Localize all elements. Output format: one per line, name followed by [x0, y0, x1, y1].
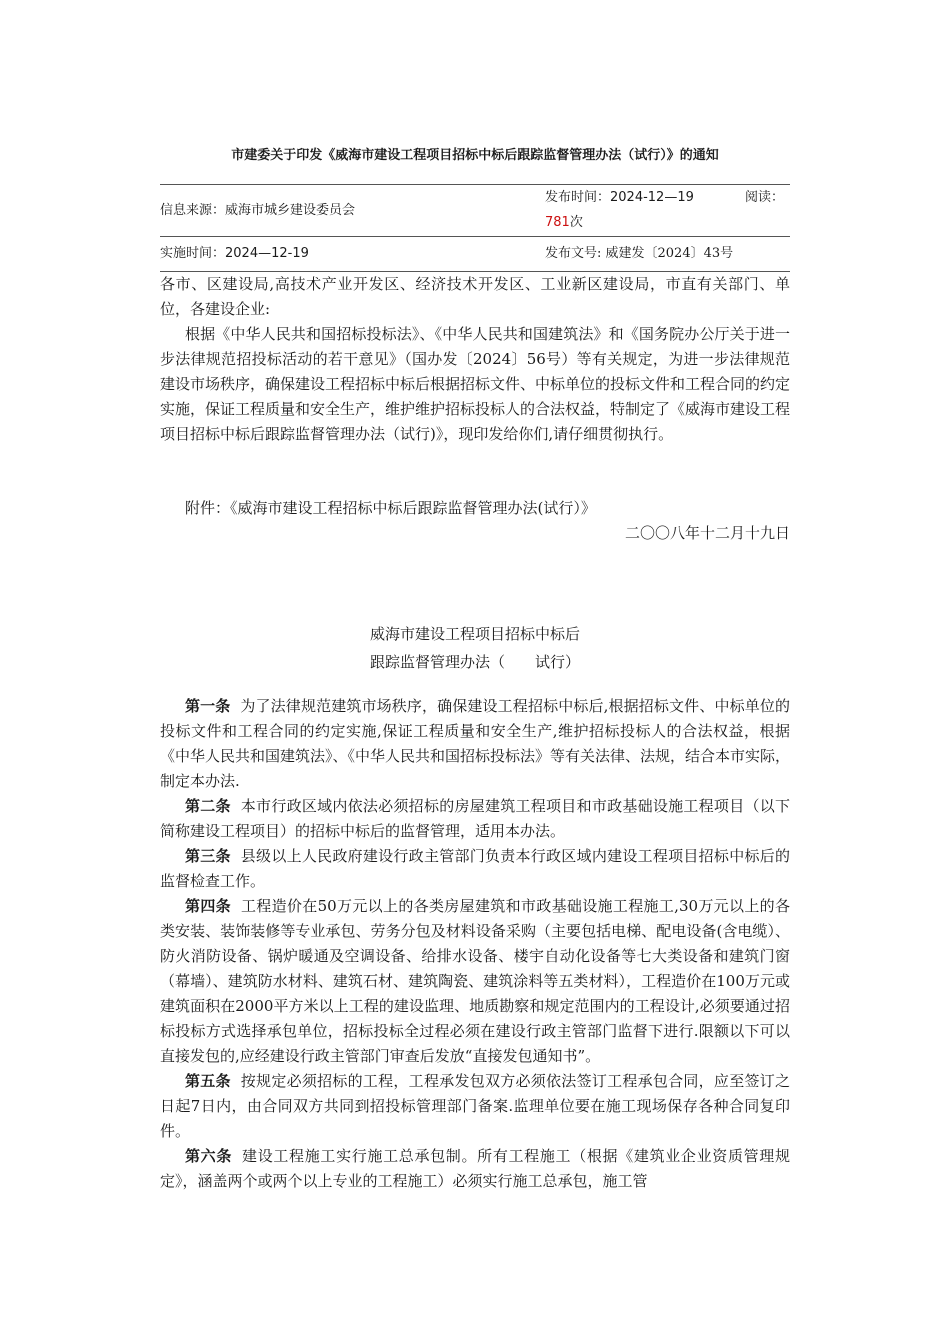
article-text: 县级以上人民政府建设行政主管部门负责本行政区域内建设工程项目招标中标后的监督检查工作。: [160, 847, 790, 890]
article-label: 第五条: [185, 1072, 231, 1090]
notice-paragraph: 根据《中华人民共和国招标投标法》、《中华人民共和国建筑法》和《国务院办公厅关于进一步法律规范招投标活动的若干意见》（国办发〔2024〕56号）等有关规定，为进一步法律规范建设市场秩序，确保建设工程招标中标后根据招标文件、中标单位的投标文件和工程合同的约定实施，保证工程质量和安全生产，维护维护招标投标人的合法权益，特制定了《威海市建设工程项目招标中标后跟踪监督管理办法（试行)》，现印发给你们,请仔细贯彻执行。: [160, 325, 791, 443]
info-source: [160, 198, 355, 223]
regulation-title: [160, 620, 790, 676]
read-count: 781: [545, 215, 570, 230]
article-text: 建设工程施工实行施工总承包制。所有工程施工（根据《建筑业企业资质管理规定》，涵盖两个或两个以上专业的工程施工）必须实行施工总承包，施工管: [160, 1147, 790, 1190]
info-row-2: [160, 236, 790, 272]
attachment-block: [160, 496, 790, 546]
article-6: [160, 1144, 790, 1194]
publish-label: 发布时间：: [545, 190, 611, 205]
read-label: 阅读：: [745, 190, 785, 205]
article-text: 工程造价在50万元以上的各类房屋建筑和市政基础设施工程施工,30万元以上的各类安装、装饰装修等专业承包、劳务分包及材料设备采购（主要包括电梯、配电设备(含电缆）、防火消防设备、锅炉暖通及空调设备、给排水设备、楼宇自动化设备等七大类设备和建筑门窗（幕墙）、建筑防水材料、建筑石材、建筑陶瓷、建筑涂料等五类材料），工程造价在100万元或建筑面积在2000平方米以上工程的建设监理、地质勘察和规定范围内的工程设计,必须要通过招标投标方式选择承包单位，招标投标全过程必须在建设行政主管部门监督下进行.限额以下可以直接发包的,应经建设行政主管部门审查后发放“直接发包通知书”。: [160, 897, 790, 1065]
info-table: [160, 184, 790, 272]
article-label: 第六条: [185, 1147, 233, 1165]
article-4: [160, 894, 790, 1069]
effective-value: 2024—12-19: [225, 246, 309, 261]
notice-body: [160, 272, 790, 447]
article-label: 第一条: [185, 697, 231, 715]
notice-date: 二〇〇八年十二月十九日: [624, 524, 790, 542]
regulation-title-line2: 跟踪监督管理办法（ 试行）: [369, 653, 580, 671]
info-publish-time: [545, 185, 694, 210]
article-text: 为了法律规范建筑市场秩序，确保建设工程招标中标后,根据招标文件、中标单位的投标文件和工程合同的约定实施,保证工程质量和安全生产,维护招标投标人的合法权益，根据《中华人民共和国建筑法》、《中华人民共和国招标投标法》等有关法律、法规，结合本市实际，制定本办法.: [160, 697, 791, 790]
article-label: 第四条: [185, 897, 231, 915]
article-5: [160, 1069, 790, 1144]
attachment-line: 附件：《威海市建设工程招标中标后跟踪监督管理办法(试行）》: [185, 499, 596, 517]
article-label: 第三条: [185, 847, 231, 865]
read-count-line: [545, 210, 583, 235]
source-label: 信息来源：: [160, 203, 226, 218]
article-2: [160, 794, 790, 844]
docno-value: 威建发〔2024〕43号: [605, 246, 734, 261]
effective-label: 实施时间：: [160, 246, 226, 261]
docno-label: 发布文号:: [545, 246, 606, 261]
salutation: 各市、区建设局,高技术产业开发区、经济技术开发区、工业新区建设局，市直有关部门、单位，各建设企业:: [160, 275, 790, 318]
source-value: 威海市城乡建设委员会: [225, 203, 356, 218]
regulation-articles: [160, 694, 790, 1194]
publish-value: 2024-12—19: [610, 190, 694, 205]
article-text: 本市行政区域内依法必须招标的房屋建筑工程项目和市政基础设施工程项目（以下简称建设工程项目）的招标中标后的监督管理，适用本办法。: [160, 797, 790, 840]
article-text: 按规定必须招标的工程，工程承发包双方必须依法签订工程承包合同，应至签订之日起7日内，由合同双方共同到招投标管理部门备案.监理单位要在施工现场保存各种合同复印件。: [160, 1072, 790, 1140]
article-3: [160, 844, 790, 894]
article-1: [160, 694, 790, 794]
regulation-title-line1: 威海市建设工程项目招标中标后: [369, 625, 580, 643]
info-row-1: [160, 184, 790, 236]
page-title: 市建委关于印发《威海市建设工程项目招标中标后跟踪监督管理办法（试行）》的通知: [231, 148, 719, 163]
read-unit: 次: [569, 215, 583, 230]
info-effective-time: [160, 241, 309, 266]
info-doc-number: [545, 241, 733, 266]
article-label: 第二条: [185, 797, 231, 815]
